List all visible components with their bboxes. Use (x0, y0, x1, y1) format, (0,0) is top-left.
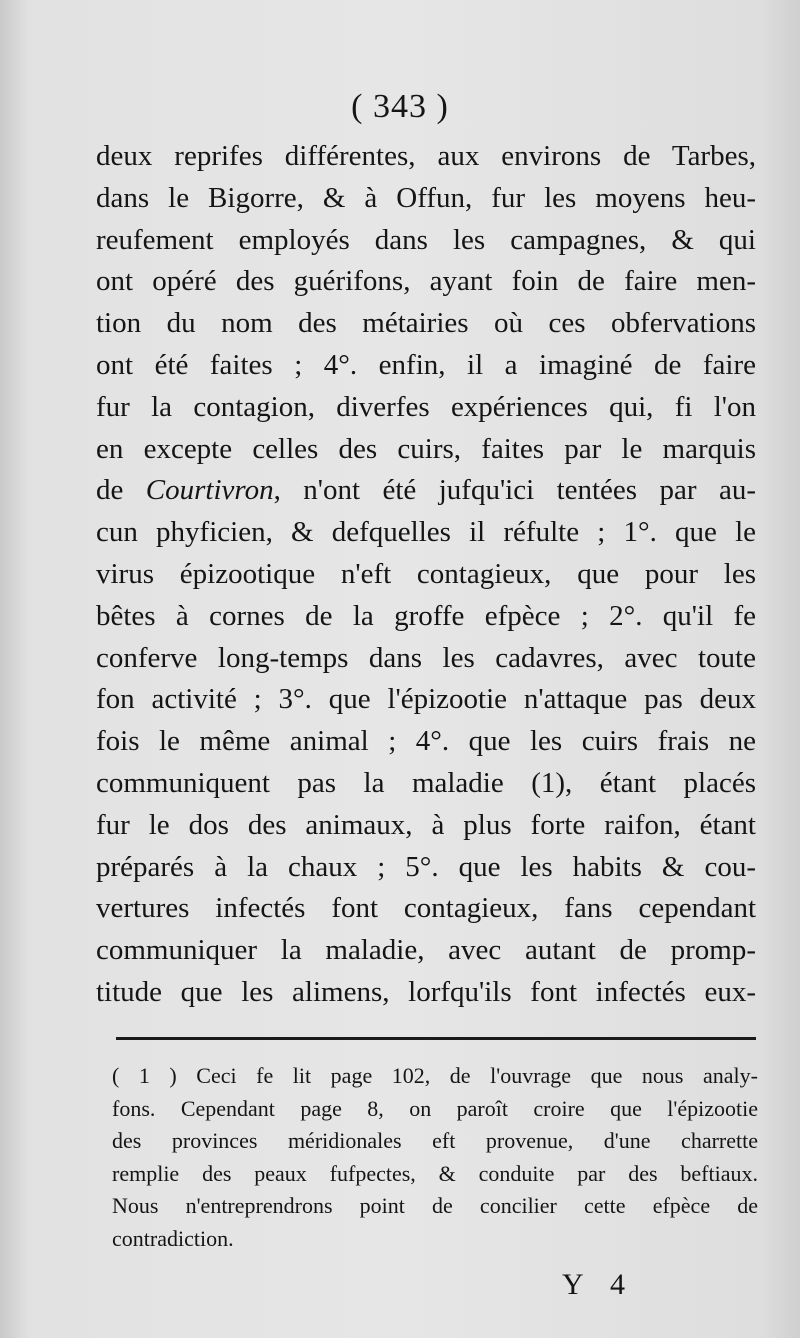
footnote-line: contradiction. (112, 1225, 234, 1251)
text-line: virus épizootique n'eft contagieux, que pour les (96, 557, 756, 590)
page-number: ( 343 ) (351, 88, 449, 125)
text-line: reufement employés dans les campagnes, & qui (96, 223, 756, 256)
text-line: bêtes à cornes de la groffe efpèce ; 2°. qu'il fe (96, 599, 756, 632)
text-line: titude que les alimens, lorfqu'ils font infectés eux- (96, 975, 756, 1008)
footnote-block (112, 1060, 758, 1255)
text-line: fur la contagion, diverfes expériences qui, fi l'on (96, 390, 756, 423)
text-segment: , n'ont été jufqu'ici tentées par au- (273, 474, 756, 507)
text-line: vertures infectés font contagieux, fans cependant (96, 892, 756, 925)
text-line: fois le même animal ; 4°. que les cuirs frais ne (96, 725, 756, 758)
footnote-line: Nous n'entreprendrons point de concilier cette efpèce de (112, 1193, 758, 1218)
footnote-line: ( 1 ) Ceci fe lit page 102, de l'ouvrage que nous analy- (112, 1063, 758, 1088)
main-text-block (96, 136, 756, 1014)
text-line: deux reprifes différentes, aux environs de Tarbes, (96, 140, 756, 172)
text-line: ont été faites ; 4°. enfin, il a imaginé de faire (96, 348, 756, 381)
text-line: tion du nom des métairies où ces obfervations (96, 307, 756, 340)
footnote-divider (116, 1037, 756, 1040)
signature-mark: Y 4 (562, 1268, 636, 1301)
text-line: cun phyficien, & defquelles il réfulte ; 1°. que le (96, 516, 756, 549)
text-line: communiquent pas la maladie (1), étant placés (96, 766, 756, 799)
text-line: ont opéré des guérifons, ayant foin de faire men- (96, 265, 756, 298)
footnote-line: fons. Cependant page 8, on paroît croire que l'épizootie (112, 1095, 758, 1121)
footnote-line: des provinces méridionales eft provenue, d'une charrette (112, 1128, 758, 1153)
text-line: préparés à la chaux ; 5°. que les habits & cou- (96, 850, 756, 883)
italic-name-courtivron: Courtivron (145, 474, 274, 507)
text-segment: de (96, 474, 146, 507)
text-line-with-italic (96, 470, 756, 512)
text-line: dans le Bigorre, & à Offun, fur les moyens heu- (96, 181, 756, 214)
text-line: conferve long-temps dans les cadavres, avec toute (96, 641, 756, 674)
text-line: fon activité ; 3°. que l'épizootie n'attaque pas deux (96, 683, 756, 716)
footnote-line: remplie des peaux fufpectes, & conduite par des beftiaux. (112, 1160, 758, 1186)
text-line: fur le dos des animaux, à plus forte raifon, étant (96, 808, 756, 841)
text-line: en excepte celles des cuirs, faites par le marquis (96, 432, 756, 465)
text-line: communiquer la maladie, avec autant de promp- (96, 934, 756, 967)
